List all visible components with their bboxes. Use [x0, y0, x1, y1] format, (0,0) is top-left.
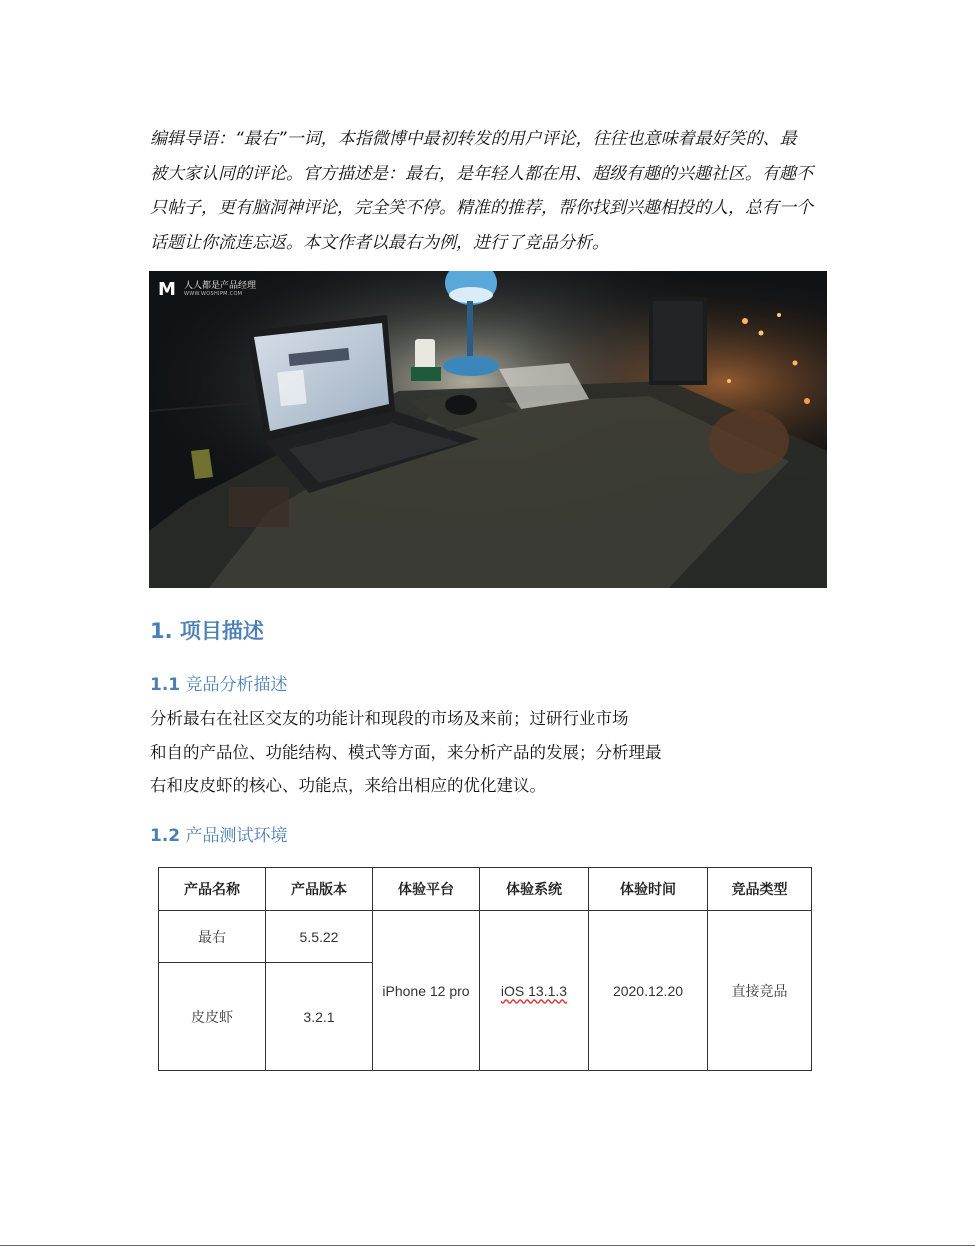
table-header-row [159, 868, 812, 911]
paragraph-line: 右和皮皮虾的核心、功能点，来给出相应的优化建议。 [150, 776, 546, 795]
header-cell: 体验时间 [589, 868, 708, 911]
product-version-cell: 5.5.22 [266, 911, 373, 963]
product-version-cell: 3.2.1 [266, 963, 373, 1071]
header-cell: 体验系统 [480, 868, 589, 911]
paragraph-line: 和自的产品位、功能结构、模式等方面，来分析产品的发展；分析理最 [150, 742, 662, 762]
header-cell: 产品版本 [266, 868, 373, 911]
product-name-cell: 皮皮虾 [159, 963, 266, 1071]
subsection-heading [150, 821, 288, 846]
watermark-name: 人人都是产品经理 [184, 281, 257, 292]
section-number: 1. [150, 619, 173, 643]
subsection-number: 1.2 [150, 826, 181, 846]
subsection-title: 竞品分析描述 [185, 675, 288, 695]
analysis-description [150, 702, 850, 803]
m-logo-icon: M [158, 279, 176, 300]
subsection-heading [150, 670, 288, 695]
header-cell: 产品名称 [159, 868, 266, 911]
intro-line: 话题让你流连忘返。本文作者以最右为例，进行了竞品分析。 [150, 232, 609, 253]
test-environment-table [158, 867, 812, 1071]
table-row [159, 911, 812, 963]
product-name-cell: 最右 [159, 911, 266, 963]
section-heading [150, 615, 264, 645]
subsection-number: 1.1 [150, 675, 181, 695]
editor-intro [150, 122, 835, 260]
header-cell: 体验平台 [373, 868, 480, 911]
paragraph-line: 分析最右在社区交友的功能计和现段的市场及来前；过研行业市场 [150, 709, 629, 728]
intro-line: 只帖子，更有脑洞神评论，完全笑不停。精准的推荐，帮你找到兴趣相投的人，总有一个 [150, 198, 813, 218]
watermark-logo [158, 280, 256, 300]
desk-photo [149, 271, 827, 588]
section-title: 项目描述 [179, 619, 264, 643]
page-bottom-rule [0, 1245, 975, 1246]
type-cell: 直接竞品 [708, 911, 812, 1071]
intro-line: 被大家认同的评论。官方描述是：最右，是年轻人都在用、超级有趣的兴趣社区。有趣不 [150, 163, 813, 184]
intro-line: 编辑导语：“最右”一词，本指微博中最初转发的用户评论，往往也意味着最好笑的、最 [150, 129, 797, 149]
time-cell: 2020.12.20 [589, 911, 708, 1071]
header-cell: 竞品类型 [708, 868, 812, 911]
system-cell [480, 911, 589, 1071]
subsection-title: 产品测试环境 [185, 826, 288, 846]
system-value: iOS 13.1.3 [500, 982, 568, 999]
platform-cell: iPhone 12 pro [373, 911, 480, 1071]
watermark-url: WWW.WOSHIPM.COM [184, 291, 243, 298]
